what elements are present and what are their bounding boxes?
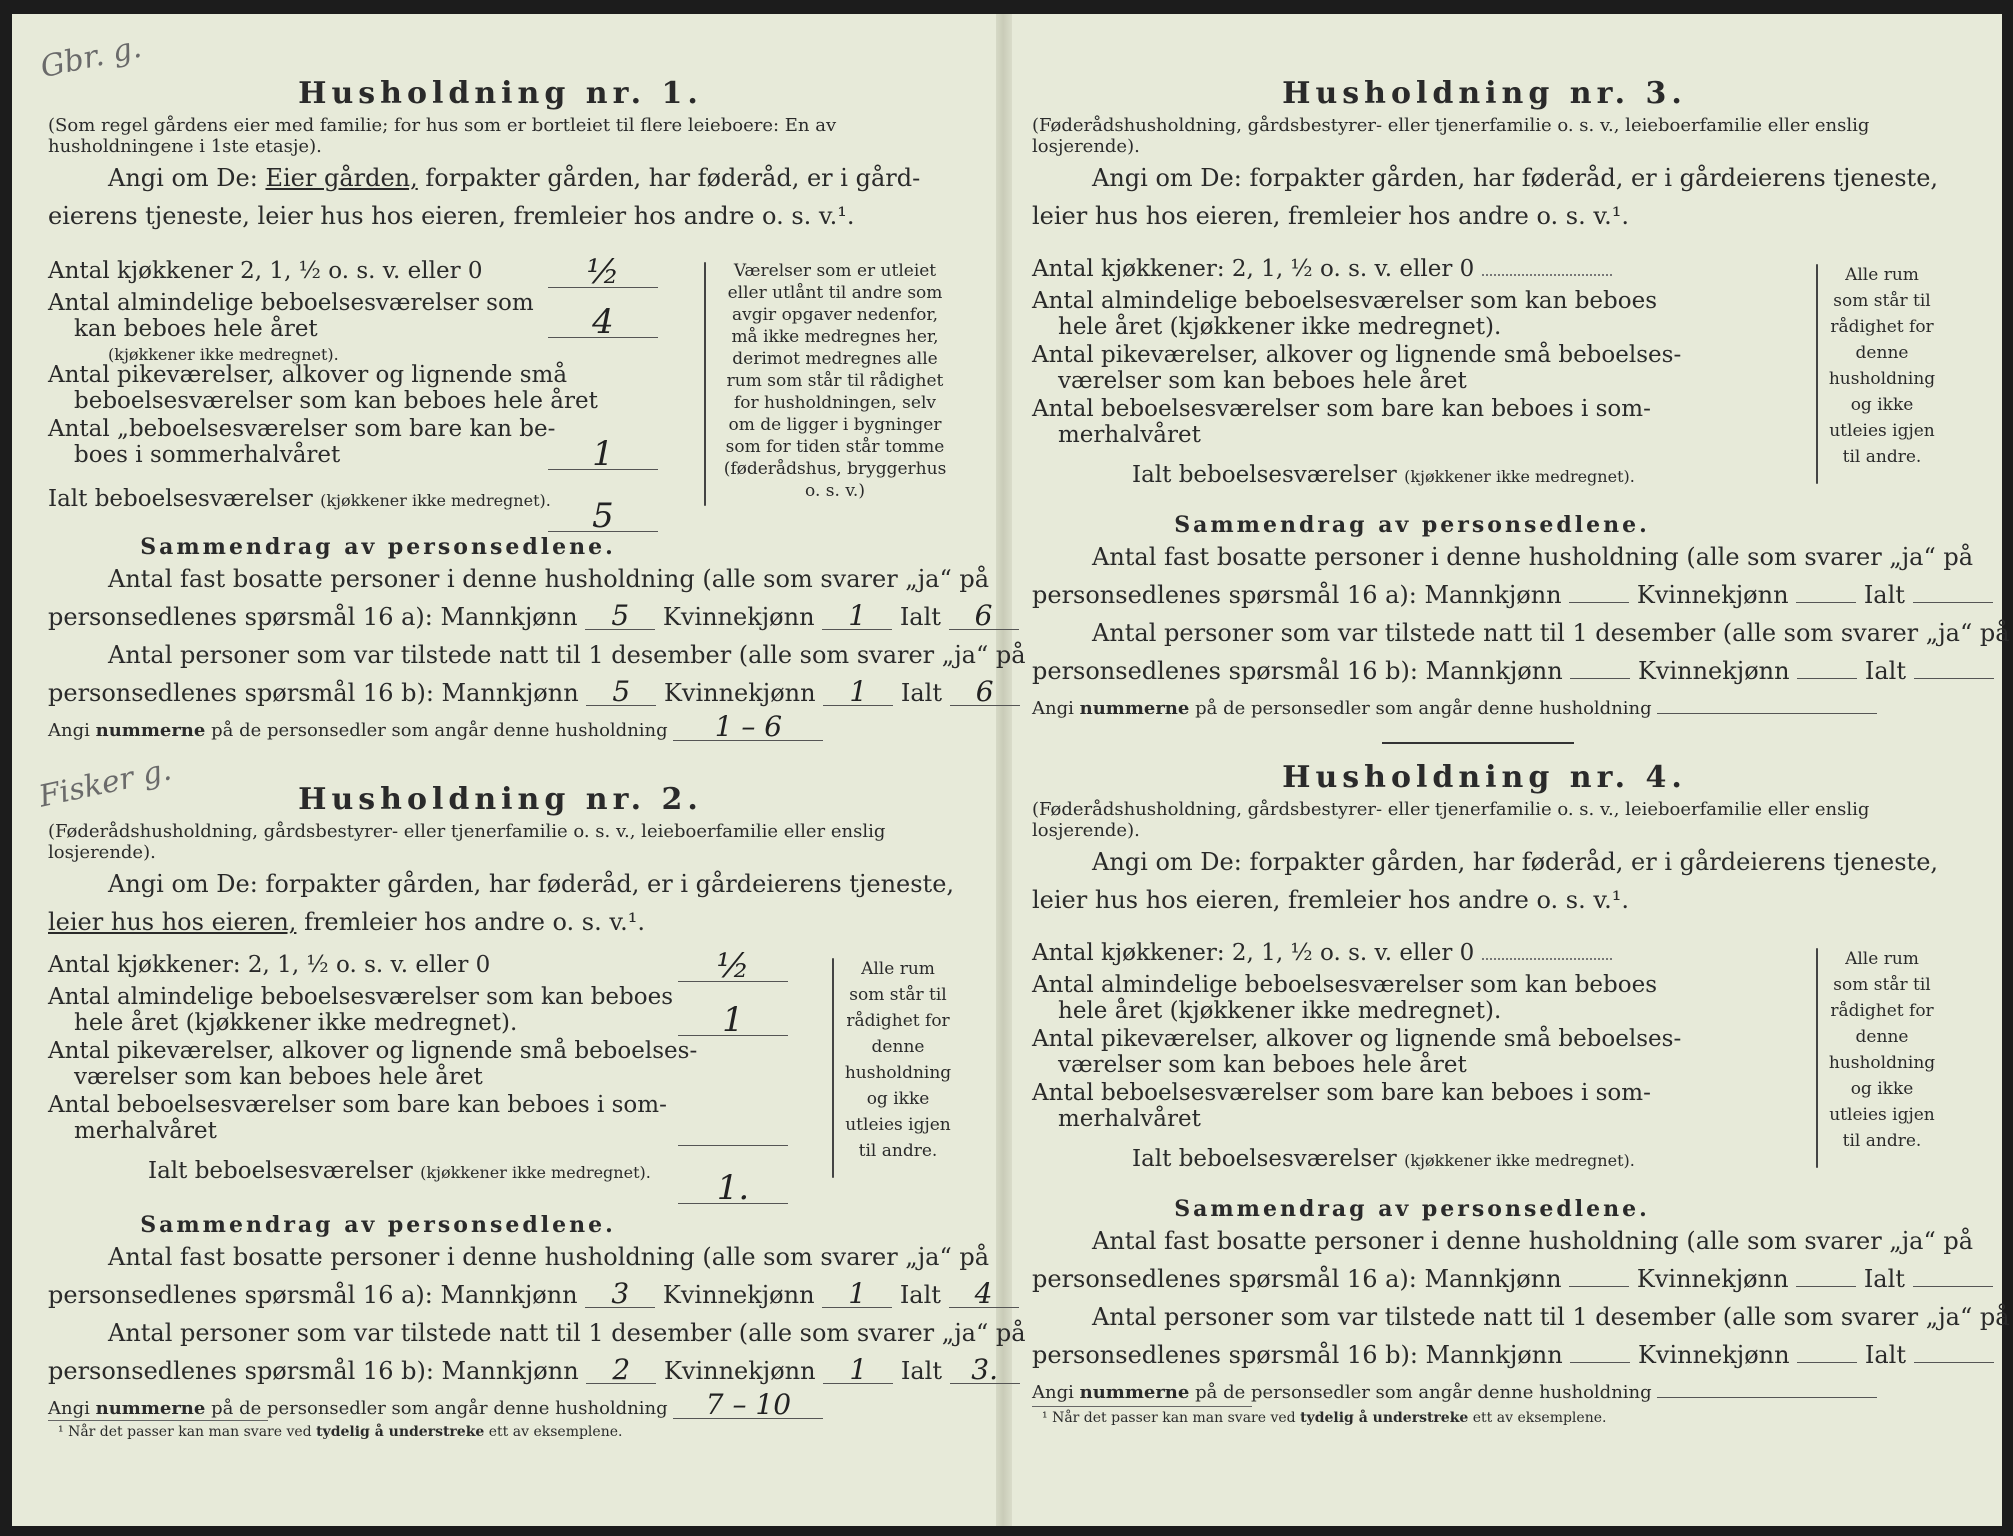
pike-row: Antal pikeværelser, alkover og lignende små beboelses- værelser som kan beboes hele året [1032,1026,1682,1078]
fast-ialt-value: 6 [949,603,1019,630]
summary-block: Antal fast bosatte personer i denne husholdning (alle som svarer „ja“ på personsedlenes spørsmål 16 a): Mannkjønn Kvinnekjønn Ialt Antal personer som var tilstede natt til 1 desember (alle som svarer „ja“ på personsedlenes spørsmål 16 b): Mannkjønn Kvinnekjønn Ialt Angi nummerne på de personsedler som angår denne husholdning [1032,1222,1937,1412]
household-note: (Føderådshusholdning, gårdsbestyrer- eller tjenerfamilie o. s. v., leieboerfamilie eller enslig losjerende). [1032,115,1870,157]
angi-line: leier hus hos eieren, fremleier hos andre o. s. v.¹. [1032,202,1629,230]
summary-block: Antal fast bosatte personer i denne husholdning (alle som svarer „ja“ på personsedlenes spørsmål 16 a): Mannkjønn 3 Kvinnekjønn 1 Ialt 4 Antal personer som var tilstede natt til 1 desember (alle som svarer „ja“ på personsedlenes spørsmål 16 b): Mannkjønn 2 Kvinnekjønn 1 Ialt 3. Angi nummerne på de personsedler som angår denne husholdning 7 – 10 [48,1238,953,1428]
fast-line: personsedlenes spørsmål 16 a): Mannkjønn Kvinnekjønn Ialt [1032,576,1937,614]
brace [704,262,706,506]
til-mann-value: 2 [586,1357,656,1384]
household-title: Husholdning nr. 1. [298,76,703,111]
fast-mann-value: 5 [585,603,655,630]
summary-block: Antal fast bosatte personer i denne husholdning (alle som svarer „ja“ på personsedlenes spørsmål 16 a): Mannkjønn Kvinnekjønn Ialt Antal personer som var tilstede natt til 1 desember (alle som svarer „ja“ på personsedlenes spørsmål 16 b): Mannkjønn Kvinnekjønn Ialt Angi nummerne på de personsedler som angår denne husholdning [1032,538,1937,728]
nummer-value: 1 – 6 [673,714,823,741]
til-kvinne-value: 1 [823,679,893,706]
household-3 [1032,76,2010,719]
household-1 [48,76,1026,743]
right-page [1032,14,2010,1526]
side-note: Alle rum som står til rådighet for denne husholdning og ikke utleies igjen til andre. [1828,265,1936,467]
almindelige-value: 4 [548,307,658,338]
almindelige-value: 1 [678,1005,788,1036]
footnote: ¹ Når det passer kan man svare ved tydelig å understreke ett av eksemplene. [1042,1410,1607,1426]
household-2 [48,782,1026,1421]
tilstede-line: personsedlenes spørsmål 16 b): Mannkjønn Kvinnekjønn Ialt [1032,652,1937,690]
tilstede-line: personsedlenes spørsmål 16 b): Mannkjønn Kvinnekjønn Ialt [1032,1336,1937,1374]
angi-line: leier hus hos eieren, fremleier hos andre o. s. v.¹. [1032,886,1629,914]
side-note: Alle rum som står til rådighet for denne husholdning og ikke utleies igjen til andre. [844,959,952,1161]
pencil-annotation: Fisker g. [35,752,175,815]
ialt-row: Ialt beboelsesværelser (kjøkkener ikke medregnet). [1132,462,1635,488]
fast-line: personsedlenes spørsmål 16 a): Mannkjønn 5 Kvinnekjønn 1 Ialt 6 [48,598,953,636]
kjokkener-row: Antal kjøkkener: 2, 1, ½ o. s. v. eller 0 [1032,256,1772,288]
til-ialt-value: 6 [950,679,1020,706]
nummer-value: 7 – 10 [673,1392,823,1419]
angi-line: Angi om De: Eier gården, forpakter gården, har føderåd, er i gård- [108,164,921,192]
household-title: Husholdning nr. 4. [1282,760,1687,795]
tilstede-line: personsedlenes spørsmål 16 b): Mannkjønn 2 Kvinnekjønn 1 Ialt 3. [48,1352,953,1390]
underlined-choice: leier hus hos eieren, [48,908,297,936]
fast-line: personsedlenes spørsmål 16 a): Mannkjønn Kvinnekjønn Ialt [1032,1260,1937,1298]
ialt-value: 1. [678,1173,788,1204]
sommer-row: Antal beboelsesværelser som bare kan beboes i som- merhalvåret [1032,1080,1651,1132]
angi-line: eierens tjeneste, leier hus hos eieren, fremleier hos andre o. s. v.¹. [48,202,855,230]
sommer-row: Antal beboelsesværelser som bare kan beboes i som- merhalvåret [48,1092,788,1148]
fast-kvinne-value: 1 [822,1281,892,1308]
kjokkener-row: Antal kjøkkener: 2, 1, ½ o. s. v. eller 0 ½ [48,952,788,984]
summary-title: Sammendrag av personsedlene. [140,534,616,560]
sommer-row: Antal beboelsesværelser som bare kan beboes i som- merhalvåret [1032,396,1651,448]
angi-line: leier hus hos eieren, fremleier hos andre o. s. v.¹. [48,908,645,936]
angi-line: Angi om De: forpakter gården, har føderåd, er i gårdeierens tjeneste, [108,870,955,898]
fast-ialt-value: 4 [949,1281,1019,1308]
room-rows [48,946,788,1208]
fast-kvinne-value: 1 [822,603,892,630]
almindelige-row: Antal almindelige beboelsesværelser som kan beboes hele året (kjøkkener ikke medregnet). 4 [48,290,658,362]
side-note: Alle rum som står til rådighet for denne husholdning og ikke utleies igjen til andre. [1828,949,1936,1151]
angi-line: Angi om De: forpakter gården, har føderåd, er i gårdeierens tjeneste, [1092,848,1939,876]
section-divider [1382,742,1574,744]
footnote-rule [1032,1406,1252,1407]
brace [1816,264,1818,484]
kjokkener-row: Antal kjøkkener: 2, 1, ½ o. s. v. eller 0 [1032,940,1772,972]
ialt-value: 5 [548,501,658,532]
ialt-row: Ialt beboelsesværelser (kjøkkener ikke medregnet). [1132,1146,1635,1172]
summary-title: Sammendrag av personsedlene. [1174,512,1650,538]
pike-row: Antal pikeværelser, alkover og lignende små beboelses- værelser som kan beboes hele året [1032,342,1682,394]
left-page [35,14,1026,1526]
pike-row: Antal pikeværelser, alkover og lignende små beboelses- værelser som kan beboes hele året [48,1038,698,1090]
til-ialt-value: 3. [950,1357,1020,1384]
tilstede-line: personsedlenes spørsmål 16 b): Mannkjønn 5 Kvinnekjønn 1 Ialt 6 [48,674,953,712]
side-note: Værelser som er utleiet eller utlånt til andre som avgir opgaver nedenfor, må ikke medregnes her, derimot medregnes alle rum som står til rådighet for husholdningen, selv om de ligger i bygninger som for tiden står tomme (føderådshus, bryggerhus o. s. v.) [723,261,947,501]
kjokkener-value: ½ [678,951,788,982]
nummer-line: Angi nummerne på de personsedler som angår denne husholdning 7 – 10 [48,1390,953,1428]
almindelige-row: Antal almindelige beboelsesværelser som kan beboes hele året (kjøkkener ikke medregnet). [1032,972,1658,1024]
household-note: (Føderådshusholdning, gårdsbestyrer- eller tjenerfamilie o. s. v., leieboerfamilie eller enslig losjerende). [1032,799,1870,841]
kjokkener-value: ½ [548,257,658,288]
almindelige-row: Antal almindelige beboelsesværelser som kan beboes hele året (kjøkkener ikke medregnet). [1032,288,1658,340]
fast-line: personsedlenes spørsmål 16 a): Mannkjønn 3 Kvinnekjønn 1 Ialt 4 [48,1276,953,1314]
sommer-row: Antal „beboelsesværelser som bare kan be- boes i sommerhalvåret 1 [48,416,658,472]
household-title: Husholdning nr. 2. [298,782,703,817]
ialt-row: Ialt beboelsesværelser (kjøkkener ikke medregnet). 5 [48,472,658,534]
fast-mann-value: 3 [585,1281,655,1308]
footnote-rule [48,1420,268,1421]
nummer-line: Angi nummerne på de personsedler som angår denne husholdning 1 – 6 [48,712,953,750]
til-mann-value: 5 [586,679,656,706]
room-rows [1032,940,1772,1194]
summary-title: Sammendrag av personsedlene. [140,1212,616,1238]
almindelige-row: Antal almindelige beboelsesværelser som kan beboes hele året (kjøkkener ikke medregnet). 1 [48,984,788,1038]
household-4 [1032,760,2010,1403]
nummer-line: Angi nummerne på de personsedler som angår denne husholdning [1032,1374,1937,1412]
sommer-value [678,1145,788,1146]
summary-block: Antal fast bosatte personer i denne husholdning (alle som svarer „ja“ på personsedlenes spørsmål 16 a): Mannkjønn 5 Kvinnekjønn 1 Ialt 6 Antal personer som var tilstede natt til 1 desember (alle som svarer „ja“ på personsedlenes spørsmål 16 b): Mannkjønn 5 Kvinnekjønn 1 Ialt 6 Angi nummerne på de personsedler som angår denne husholdning 1 – 6 [48,560,953,750]
household-note: (Føderådshusholdning, gårdsbestyrer- eller tjenerfamilie o. s. v., leieboerfamilie eller enslig losjerende). [48,821,886,863]
brace [1816,948,1818,1168]
room-rows [48,252,658,536]
pike-row: Antal pikeværelser, alkover og lignende små beboelsesværelser som kan beboes hele året [48,362,598,414]
nummer-line: Angi nummerne på de personsedler som angår denne husholdning [1032,690,1937,728]
underlined-choice: Eier gården, [265,164,418,192]
footnote: ¹ Når det passer kan man svare ved tydelig å understreke ett av eksemplene. [58,1424,623,1440]
household-title: Husholdning nr. 3. [1282,76,1687,111]
household-note: (Som regel gårdens eier med familie; for hus som er bortleiet til flere leieboere: En av husholdningene i 1ste etasje). [48,115,837,157]
til-kvinne-value: 1 [823,1357,893,1384]
brace [832,958,834,1178]
sommer-value: 1 [548,439,658,470]
room-rows [1032,256,1772,510]
summary-title: Sammendrag av personsedlene. [1174,1196,1650,1222]
angi-line: Angi om De: forpakter gården, har føderåd, er i gårdeierens tjeneste, [1092,164,1939,192]
pencil-annotation: Gbr. g. [37,29,145,86]
ialt-row: Ialt beboelsesværelser (kjøkkener ikke medregnet). 1. [48,1148,788,1206]
kjokkener-row: Antal kjøkkener 2, 1, ½ o. s. v. eller 0 ½ [48,258,658,290]
